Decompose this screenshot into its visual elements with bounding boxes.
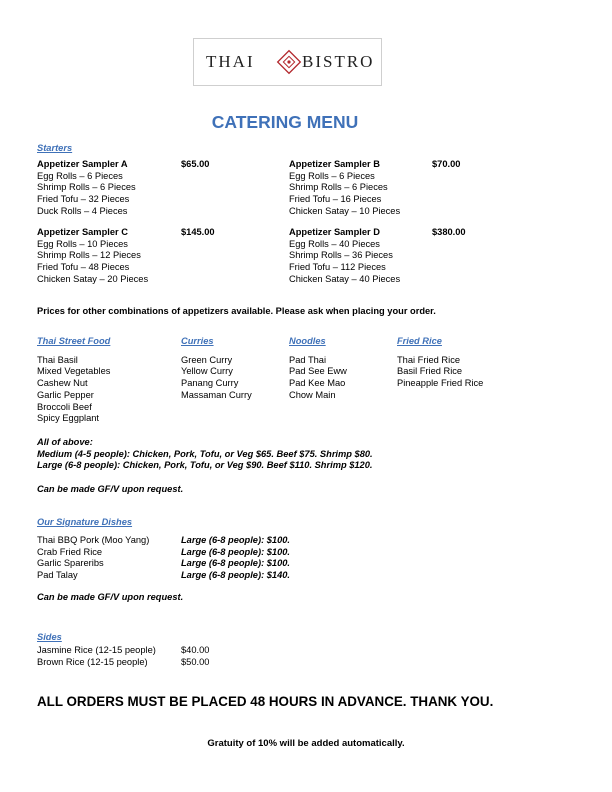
category-heading: Curries [181, 336, 214, 346]
menu-item: Thai Basil [37, 354, 78, 365]
sampler-c [37, 227, 148, 286]
starters-note: Prices for other combinations of appetizers available. Please ask when placing your order. [37, 306, 436, 316]
signature-dish: Garlic Spareribs [37, 558, 104, 569]
signature-dish: Thai BBQ Pork (Moo Yang) [37, 535, 150, 545]
sampler-d-item: Fried Tofu – 112 Pieces [289, 262, 386, 273]
side-price: $40.00 [181, 645, 210, 655]
menu-item: Garlic Pepper [37, 389, 94, 400]
signature-dish-names [37, 535, 149, 582]
sampler-a-name: Appetizer Sampler A [37, 159, 128, 169]
sampler-c-price: $145.00 [181, 227, 215, 237]
signature-dish-prices [181, 535, 290, 582]
category-thai-street-food [37, 336, 110, 425]
signature-gfv-note: Can be made GF/V upon request. [37, 592, 184, 602]
signature-heading: Our Signature Dishes [37, 517, 133, 527]
menu-item: Green Curry [181, 354, 233, 365]
signature-price: Large (6-8 people): $100. [181, 535, 291, 545]
sampler-a [37, 159, 136, 218]
sampler-d-item: Shrimp Rolls – 36 Pieces [289, 250, 393, 261]
pricing-intro: All of above: [37, 437, 93, 447]
side-item: Jasmine Rice (12-15 people) [37, 645, 156, 655]
sampler-a-item: Egg Rolls – 6 Pieces [37, 170, 123, 181]
pricing-large: Large (6-8 people): Chicken, Pork, Tofu, or Veg $90. Beef $110. Shrimp $120. [37, 460, 373, 471]
advance-notice: ALL ORDERS MUST BE PLACED 48 HOURS IN ADVANCE. THANK YOU. [37, 694, 494, 709]
sampler-a-item: Fried Tofu – 32 Pieces [37, 194, 130, 205]
menu-item: Chow Main [289, 389, 336, 400]
sampler-b [289, 159, 400, 218]
category-curries [181, 336, 252, 402]
sampler-a-price: $65.00 [181, 159, 210, 169]
sampler-b-item: Chicken Satay – 10 Pieces [289, 205, 401, 216]
menu-item: Pad Thai [289, 354, 327, 365]
menu-item: Panang Curry [181, 378, 239, 389]
lotus-diamond-icon [276, 49, 302, 75]
page-title: CATERING MENU [211, 112, 359, 132]
category-heading: Thai Street Food [37, 336, 111, 346]
menu-item: Mixed Vegetables [37, 366, 111, 377]
menu-item: Broccoli Beef [37, 401, 92, 412]
menu-item: Pad See Eww [289, 366, 347, 377]
menu-item: Pad Kee Mao [289, 378, 346, 389]
menu-item: Spicy Eggplant [37, 413, 100, 424]
sampler-a-item: Duck Rolls – 4 Pieces [37, 205, 128, 216]
sampler-c-item: Egg Rolls – 10 Pieces [37, 238, 128, 249]
sides-names [37, 645, 156, 668]
sampler-d-price: $380.00 [432, 227, 466, 237]
gratuity-note: Gratuity of 10% will be added automatically. [207, 738, 405, 749]
pricing-medium: Medium (4-5 people): Chicken, Pork, Tofu, or Veg $65. Beef $75. Shrimp $80. [37, 448, 373, 459]
menu-item: Massaman Curry [181, 389, 252, 400]
menu-item: Basil Fried Rice [397, 366, 463, 377]
sampler-d-item: Egg Rolls – 40 Pieces [289, 238, 380, 249]
sampler-c-item: Shrimp Rolls – 12 Pieces [37, 250, 141, 261]
menu-item: Cashew Nut [37, 378, 88, 389]
sampler-c-item: Fried Tofu – 48 Pieces [37, 262, 130, 273]
signature-dish: Crab Fried Rice [37, 546, 103, 557]
sampler-c-item: Chicken Satay – 20 Pieces [37, 273, 149, 284]
restaurant-logo [193, 38, 382, 86]
signature-dish: Pad Talay [37, 570, 78, 581]
menu-item: Yellow Curry [181, 366, 233, 377]
signature-price: Large (6-8 people): $100. [181, 558, 291, 569]
menu-item: Pineapple Fried Rice [397, 378, 484, 389]
sampler-d-name: Appetizer Sampler D [289, 227, 380, 237]
sampler-d-item: Chicken Satay – 40 Pieces [289, 273, 401, 284]
gfv-note: Can be made GF/V upon request. [37, 484, 184, 495]
category-fried-rice [397, 336, 483, 390]
menu-item: Thai Fried Rice [397, 354, 461, 365]
sampler-b-item: Egg Rolls – 6 Pieces [289, 170, 375, 181]
sampler-d [289, 227, 400, 286]
side-item: Brown Rice (12-15 people) [37, 656, 148, 667]
sampler-a-item: Shrimp Rolls – 6 Pieces [37, 182, 136, 193]
signature-price: Large (6-8 people): $100. [181, 546, 291, 557]
category-heading: Noodles [289, 336, 326, 346]
signature-price: Large (6-8 people): $140. [181, 570, 291, 581]
logo-word-thai: THAI [206, 52, 255, 71]
category-noodles [289, 336, 347, 402]
side-price: $50.00 [181, 656, 210, 667]
logo-word-bistro: BISTRO [302, 52, 375, 71]
sampler-c-name: Appetizer Sampler C [37, 227, 128, 237]
sides-prices [181, 645, 209, 668]
sampler-b-item: Fried Tofu – 16 Pieces [289, 194, 382, 205]
category-heading: Fried Rice [397, 336, 442, 346]
sampler-b-item: Shrimp Rolls – 6 Pieces [289, 182, 388, 193]
sampler-b-price: $70.00 [432, 159, 461, 169]
pricing-block [37, 437, 373, 496]
starters-heading: Starters [37, 143, 73, 153]
sides-heading: Sides [37, 632, 62, 642]
sampler-b-name: Appetizer Sampler B [289, 159, 380, 169]
